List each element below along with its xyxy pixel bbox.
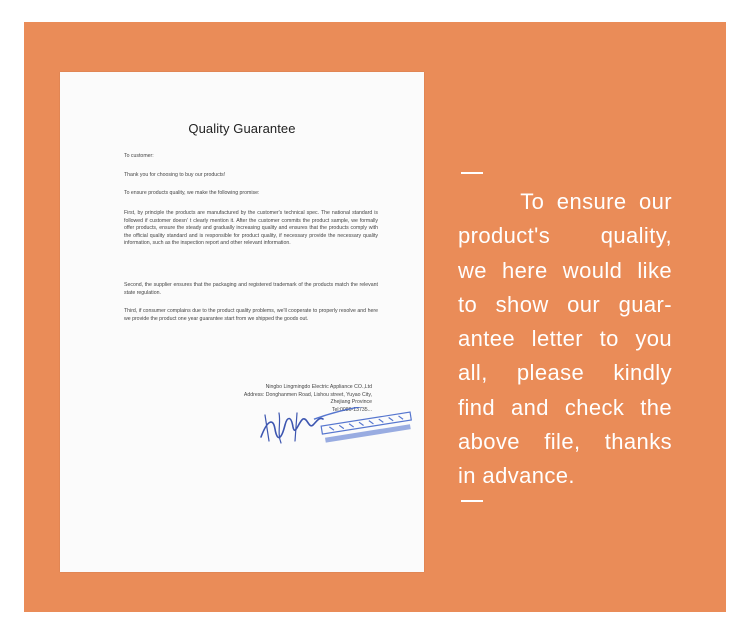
message-line: we here would like: [458, 257, 672, 283]
letter-promise-intro: To ensure products quality, we make the following promise:: [124, 190, 260, 196]
guarantee-letter: [60, 72, 424, 572]
message-line: above file, thanks: [458, 429, 672, 455]
letter-address: Address: Donghanmen Road, Lishou street, Yuyao City,: [243, 391, 372, 398]
message-line: all, please kindly: [458, 360, 672, 386]
letter-company: Ningbo Lingmingdo Electric Appliance CO.,Ltd: [265, 384, 372, 390]
letter-tel: Tel:0086-13735...: [331, 406, 372, 413]
letter-title: Quality Guarantee: [188, 121, 296, 136]
message-line: in advance.: [458, 463, 575, 489]
top-dash-divider: [461, 172, 483, 174]
message-text: [458, 185, 672, 494]
letter-thanks: Thank you for choosing to buy our products!: [124, 172, 226, 178]
message-line: antee letter to you: [458, 326, 672, 352]
message-line: To ensure our: [458, 189, 672, 214]
company-stamp: [310, 407, 425, 449]
letter-paragraph-2: Second, the supplier ensures that the packaging and registered trademark of the products match the relevant state regulation.: [124, 282, 378, 296]
letter-paragraph-3: Third, if consumer complains due to the product quality problems, we'll cooperate to properly resolve and here we provide the product one year guarantee start from we shipped the goods out.: [124, 308, 378, 322]
message-line: find and check the: [458, 394, 672, 420]
bottom-dash-divider: [461, 500, 483, 502]
letter-province: Zhejiang Province: [330, 399, 372, 405]
message-line: product's quality,: [458, 223, 672, 249]
message-line: to show our guar-: [458, 291, 672, 317]
letter-paragraph-1: First, by principle the products are manufactured by the customer's technical spec. The national standard is followed if customer doesn' t clearly mention it. After the customer commits the product sample, we formally offer products, ensure the steady and gradually increasing quality and ensures that the products comply with the official quality standard and is responsible for product quality, if necessary provide the necessary quality information, such as the inspection report and other relevant information.: [124, 210, 378, 246]
letter-salutation: To customer:: [124, 153, 154, 159]
